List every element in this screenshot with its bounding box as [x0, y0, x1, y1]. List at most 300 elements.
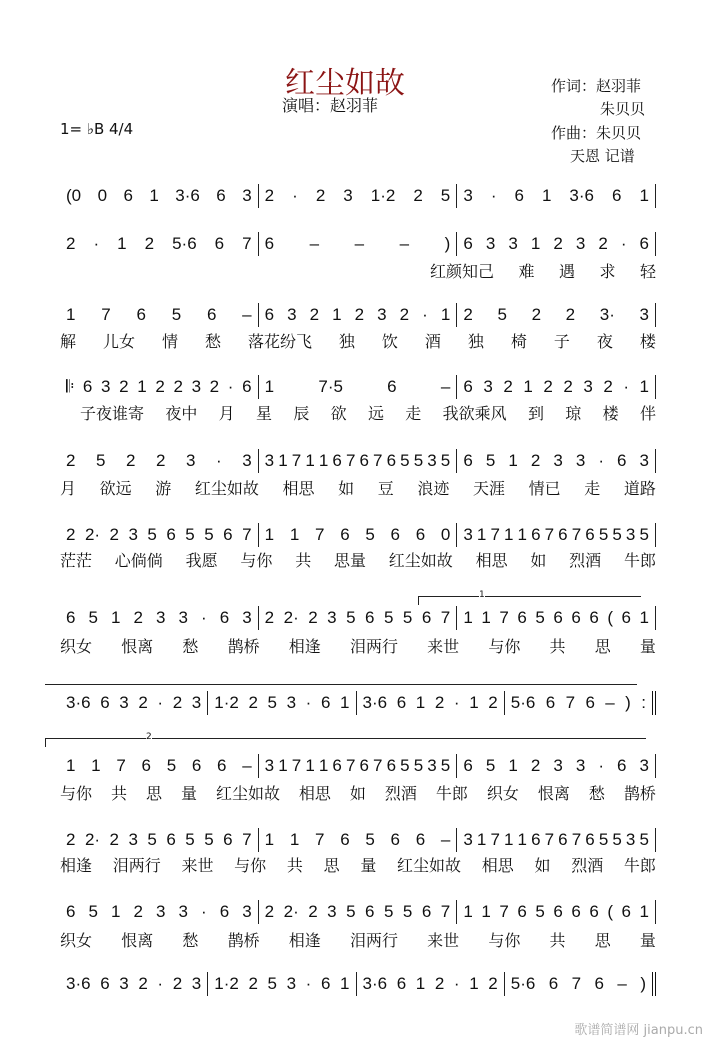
- measure: [60, 184, 259, 208]
- lyric-word: 相逢: [288, 931, 321, 950]
- note: 6: [166, 525, 176, 544]
- notation-system: [60, 691, 656, 715]
- lyric-word: 来世: [181, 856, 214, 875]
- note: 5: [440, 756, 451, 775]
- note: 6: [548, 974, 559, 993]
- note: 6: [621, 902, 632, 921]
- note: 5: [383, 608, 394, 627]
- note: ·: [216, 451, 222, 470]
- note: 3: [242, 902, 252, 921]
- note: 7: [116, 756, 126, 775]
- lyric-word: 来世: [427, 931, 460, 950]
- note: 6: [386, 756, 397, 775]
- note: 5: [267, 693, 277, 712]
- lyric-word: 独: [467, 332, 484, 351]
- note: 7: [373, 451, 383, 470]
- note: 𝄆: [66, 377, 75, 396]
- note: 6: [223, 525, 233, 544]
- note: 3·: [599, 305, 615, 324]
- lyric-word: 轻: [639, 262, 656, 281]
- note: 1: [340, 974, 350, 993]
- note: 2: [503, 377, 513, 396]
- measure: [259, 606, 458, 630]
- lyric-word: 思: [594, 931, 611, 950]
- note: 5: [171, 305, 182, 324]
- note: ·: [157, 974, 164, 993]
- note: 6: [463, 234, 473, 253]
- lyric-word: 与你: [488, 931, 521, 950]
- note: 5: [147, 830, 157, 849]
- note: 5: [402, 608, 413, 627]
- measure: [60, 828, 259, 852]
- note: 1: [639, 608, 650, 627]
- note: 3: [625, 830, 636, 849]
- measure: [60, 232, 259, 256]
- lyric-word: 共: [110, 784, 127, 803]
- note: ·: [305, 974, 312, 993]
- note: 2: [155, 377, 165, 396]
- lyric-word: 烈酒: [384, 784, 417, 803]
- lyric-word: 烈酒: [571, 856, 604, 875]
- note: 7: [242, 234, 252, 253]
- note: 2: [308, 608, 318, 627]
- note: 1: [289, 525, 300, 544]
- lyric-word: 欲远: [99, 479, 132, 498]
- lyric-word: 心倘倘: [114, 551, 163, 570]
- note: 2: [248, 693, 258, 712]
- lyric-word: 求: [599, 262, 616, 281]
- note: 6: [545, 693, 556, 712]
- note: 1: [332, 305, 342, 324]
- note: 5: [147, 525, 157, 544]
- note: 0: [440, 525, 451, 544]
- note: 1: [66, 756, 76, 775]
- note: 2: [543, 377, 553, 396]
- note: 7: [291, 756, 302, 775]
- note: 3: [286, 693, 297, 712]
- lyric-word: 独: [338, 332, 355, 351]
- note: 2: [109, 525, 119, 544]
- note: ·: [598, 451, 605, 470]
- note: 2: [133, 902, 143, 921]
- note: ): [444, 234, 451, 253]
- note: 3: [427, 756, 437, 775]
- note: 1: [264, 377, 275, 396]
- note: 3: [178, 608, 188, 627]
- note: 6: [594, 974, 604, 993]
- lyric-word: 红尘如故: [215, 784, 280, 803]
- lyric-word: 相思: [481, 856, 514, 875]
- lyric-word: 月: [218, 404, 235, 423]
- lyric-word: 相思: [475, 551, 508, 570]
- note: 2: [66, 525, 76, 544]
- note: 3: [463, 186, 473, 205]
- note: 5: [440, 186, 451, 205]
- note: –: [242, 756, 252, 775]
- notation-system: [60, 232, 656, 256]
- lyric-word: 恨离: [121, 931, 154, 950]
- lyric-word: 来世: [427, 637, 460, 656]
- lyric-word: 相思: [298, 784, 331, 803]
- note: 3: [427, 451, 437, 470]
- note: ·: [227, 377, 234, 396]
- measure: [60, 754, 259, 778]
- note: –: [242, 305, 252, 324]
- note: 3: [191, 377, 202, 396]
- note: 6: [359, 756, 369, 775]
- note: 7·5: [318, 377, 343, 396]
- lyric-word: 量: [639, 637, 656, 656]
- lyric-word: 愁: [182, 931, 199, 950]
- note: 7: [490, 830, 500, 849]
- note: 2: [66, 830, 76, 849]
- note: –: [617, 974, 627, 993]
- note: 5: [402, 902, 413, 921]
- lyrics-line: [60, 781, 656, 804]
- note: 1: [278, 756, 288, 775]
- lyric-word: 共: [549, 637, 566, 656]
- measure: [60, 375, 259, 399]
- note: 2: [156, 451, 166, 470]
- note: 1: [415, 974, 426, 993]
- notation-system: [60, 828, 656, 852]
- note: 6: [421, 902, 432, 921]
- note: 3·6: [362, 974, 388, 993]
- lyric-word: 如: [530, 551, 547, 570]
- note: 7: [345, 451, 356, 470]
- note: ·: [201, 608, 207, 627]
- note: 6: [571, 608, 581, 627]
- lyric-word: 解: [60, 332, 77, 351]
- note: ·: [620, 234, 627, 253]
- lyric-word: 夜: [596, 332, 613, 351]
- note: 6: [571, 902, 581, 921]
- measure: [259, 523, 458, 547]
- note: (: [607, 902, 614, 921]
- note: 3: [575, 234, 586, 253]
- note: 3: [483, 377, 493, 396]
- note: 6: [387, 377, 397, 396]
- note: 3: [119, 974, 129, 993]
- note: 3·6: [175, 186, 200, 205]
- note: 3: [156, 608, 166, 627]
- lyric-word: 泪两行: [349, 637, 398, 656]
- note: 5: [485, 451, 496, 470]
- note: 3: [264, 451, 275, 470]
- note: 2: [309, 305, 320, 324]
- lyric-word: 牛郎: [623, 856, 656, 875]
- note: 6: [639, 234, 650, 253]
- lyric-word: 相逢: [60, 856, 93, 875]
- lyric-word: 红尘如故: [397, 856, 462, 875]
- note: ·: [490, 186, 497, 205]
- lyric-word: 茫茫: [60, 551, 93, 570]
- measure: [457, 449, 656, 473]
- note: 6: [390, 525, 400, 544]
- lyric-word: 伴: [639, 404, 656, 423]
- note: 1: [440, 305, 451, 324]
- note: 3: [178, 902, 188, 921]
- note: 7: [571, 974, 582, 993]
- note: 5: [612, 830, 622, 849]
- note: –: [309, 234, 320, 253]
- note: 1: [111, 608, 121, 627]
- note: 7: [291, 451, 302, 470]
- lyric-word: 恨离: [121, 637, 154, 656]
- note: 5: [365, 830, 375, 849]
- lyric-word: 与你: [240, 551, 273, 570]
- note: 1: [476, 830, 487, 849]
- note: 2·: [283, 902, 299, 921]
- note: –: [440, 377, 451, 396]
- lyric-word: 如: [534, 856, 551, 875]
- lyric-word: 儿女: [102, 332, 135, 351]
- note: 6: [390, 830, 400, 849]
- note: 3: [639, 756, 650, 775]
- note: 6: [216, 186, 226, 205]
- measure: [60, 449, 259, 473]
- note: 3: [485, 234, 496, 253]
- note: 1: [508, 451, 518, 470]
- note: 2: [109, 830, 119, 849]
- measure: [259, 449, 458, 473]
- lyric-word: 到: [527, 404, 544, 423]
- note: 1: [639, 902, 650, 921]
- measure: [208, 972, 356, 996]
- lyric-word: 烈酒: [569, 551, 602, 570]
- lyric-word: 子: [553, 332, 570, 351]
- measure: [259, 232, 458, 256]
- note: 1: [639, 186, 649, 205]
- note: 2: [488, 693, 498, 712]
- volta-2: 2: [45, 738, 646, 747]
- note: ·: [292, 186, 298, 205]
- lyric-word: 走: [405, 404, 422, 423]
- song-title: 红尘如故: [285, 66, 405, 101]
- lyric-word: 远: [367, 404, 384, 423]
- lyric-word: 织女: [60, 931, 93, 950]
- note: 6: [558, 525, 568, 544]
- lyric-word: 愁: [182, 637, 199, 656]
- lyric-word: 思: [594, 637, 611, 656]
- note: 2: [248, 974, 258, 993]
- note: 6: [166, 830, 176, 849]
- note: 2: [133, 608, 143, 627]
- lyricist: 作词：赵羽菲: [551, 77, 642, 95]
- notation-system: [60, 184, 656, 208]
- note: (0: [66, 186, 82, 205]
- note: 6: [359, 451, 369, 470]
- note: 3: [264, 756, 275, 775]
- lyric-word: 鹊桥: [227, 637, 260, 656]
- note: 2: [173, 377, 183, 396]
- lyric-word: 织女: [486, 784, 519, 803]
- measure: [505, 691, 656, 715]
- note: 7: [565, 693, 576, 712]
- note: 0: [97, 186, 108, 205]
- note: 1·2: [214, 693, 239, 712]
- note: 1·2: [370, 186, 396, 205]
- lyric-word: 思量: [333, 551, 366, 570]
- note: 1: [639, 377, 650, 396]
- note: 5·6: [172, 234, 197, 253]
- lyric-word: 子夜谁寄: [80, 404, 145, 423]
- lyrics-line: [60, 329, 656, 352]
- note: 3·6: [569, 186, 594, 205]
- note: 5: [413, 451, 424, 470]
- note: 5: [96, 451, 106, 470]
- lyric-word: 道路: [623, 479, 656, 498]
- note: 6: [66, 902, 76, 921]
- note: 5: [598, 525, 609, 544]
- note: 7: [544, 525, 555, 544]
- measure: [208, 691, 356, 715]
- lyric-word: 天涯: [473, 479, 506, 498]
- lyric-word: 辰: [293, 404, 310, 423]
- note: ·: [453, 974, 460, 993]
- note: 6: [82, 377, 93, 396]
- note: –: [399, 234, 410, 253]
- note: 6: [340, 830, 350, 849]
- note: 1: [289, 830, 300, 849]
- note: 6: [617, 451, 627, 470]
- note: 5: [346, 902, 356, 921]
- note: 5: [400, 451, 410, 470]
- note: 1: [91, 756, 101, 775]
- notation-system: [60, 449, 656, 473]
- note: 1: [463, 608, 473, 627]
- note: 1: [469, 693, 479, 712]
- note: 3: [242, 451, 252, 470]
- measure: [457, 900, 656, 924]
- note: 6: [332, 756, 342, 775]
- note: 1: [305, 756, 315, 775]
- note: 6: [217, 756, 227, 775]
- note: 2: [126, 451, 136, 470]
- note: 6: [585, 830, 595, 849]
- lyric-word: 量: [180, 784, 197, 803]
- notation-system: [60, 754, 656, 778]
- note: 5: [185, 525, 195, 544]
- note: 2: [565, 305, 576, 324]
- note: 7: [571, 525, 582, 544]
- lyrics-line: [60, 548, 656, 571]
- lyric-word: 游: [155, 479, 172, 498]
- note: 1: [66, 305, 76, 324]
- note: 5: [639, 525, 649, 544]
- note: 6: [531, 525, 541, 544]
- measure: [457, 754, 656, 778]
- measure: [457, 232, 656, 256]
- note: 3: [128, 525, 138, 544]
- note: 6: [514, 186, 524, 205]
- lyric-word: 琼: [565, 404, 582, 423]
- note: 6: [219, 902, 230, 921]
- note: 6: [223, 830, 233, 849]
- note: 6: [585, 693, 595, 712]
- note: 7: [544, 830, 555, 849]
- lyric-word: 楼: [639, 332, 656, 351]
- note: 6: [66, 608, 76, 627]
- note: 1: [481, 902, 491, 921]
- lyric-word: 红颜知己: [430, 262, 495, 281]
- note: ·: [598, 756, 605, 775]
- lyric-word: 思: [323, 856, 340, 875]
- note: 6: [558, 830, 568, 849]
- note: 2: [315, 186, 326, 205]
- note: ·: [422, 305, 428, 324]
- note: 6: [463, 451, 473, 470]
- lyric-word: 夜中: [165, 404, 198, 423]
- note: 6: [463, 756, 473, 775]
- note: 3: [327, 902, 337, 921]
- note: 3: [553, 451, 563, 470]
- note: 1: [541, 186, 552, 205]
- lyric-word: 星: [255, 404, 272, 423]
- note: 1: [463, 902, 473, 921]
- lyric-word: 我欲乘风: [442, 404, 507, 423]
- note: 6: [386, 451, 397, 470]
- lyrics-line: [60, 476, 656, 499]
- note: 5: [166, 756, 177, 775]
- note: 2·: [283, 608, 299, 627]
- note: 6: [123, 186, 133, 205]
- lyric-word: 楼: [602, 404, 619, 423]
- measure: [60, 303, 259, 327]
- note: 5: [267, 974, 277, 993]
- note: 3: [191, 693, 202, 712]
- note: 2: [531, 305, 542, 324]
- note: ·: [305, 693, 312, 712]
- note: 2: [530, 756, 541, 775]
- note: 2: [144, 234, 155, 253]
- note: 3·6: [66, 974, 91, 993]
- note: 2: [563, 377, 573, 396]
- measure: [60, 523, 259, 547]
- note: 7: [315, 830, 325, 849]
- note: 1: [264, 830, 275, 849]
- note: 2: [66, 451, 76, 470]
- note: 2: [434, 974, 445, 993]
- note: 5: [204, 525, 214, 544]
- note: 5: [346, 608, 356, 627]
- note: 6: [100, 693, 110, 712]
- lyric-word: 共: [286, 856, 303, 875]
- note: 3: [575, 756, 586, 775]
- note: 5: [497, 305, 507, 324]
- lyric-word: 与你: [234, 856, 267, 875]
- note: 3: [639, 451, 650, 470]
- note: 3: [242, 608, 252, 627]
- measure: [357, 972, 505, 996]
- note: 3·6: [362, 693, 388, 712]
- note: 6: [612, 186, 622, 205]
- lyric-word: 遇: [558, 262, 575, 281]
- note: 7: [440, 902, 451, 921]
- lyric-word: 月: [60, 479, 77, 498]
- note: 7: [571, 830, 582, 849]
- note: 3: [156, 902, 166, 921]
- note: 1: [530, 234, 541, 253]
- measure: [457, 523, 656, 547]
- note: 7: [101, 305, 111, 324]
- note: 6: [264, 234, 275, 253]
- note: 1: [503, 830, 514, 849]
- lyric-word: 共: [549, 931, 566, 950]
- lyric-word: 酒: [424, 332, 441, 351]
- note: 1: [517, 830, 527, 849]
- note: 2: [488, 974, 498, 993]
